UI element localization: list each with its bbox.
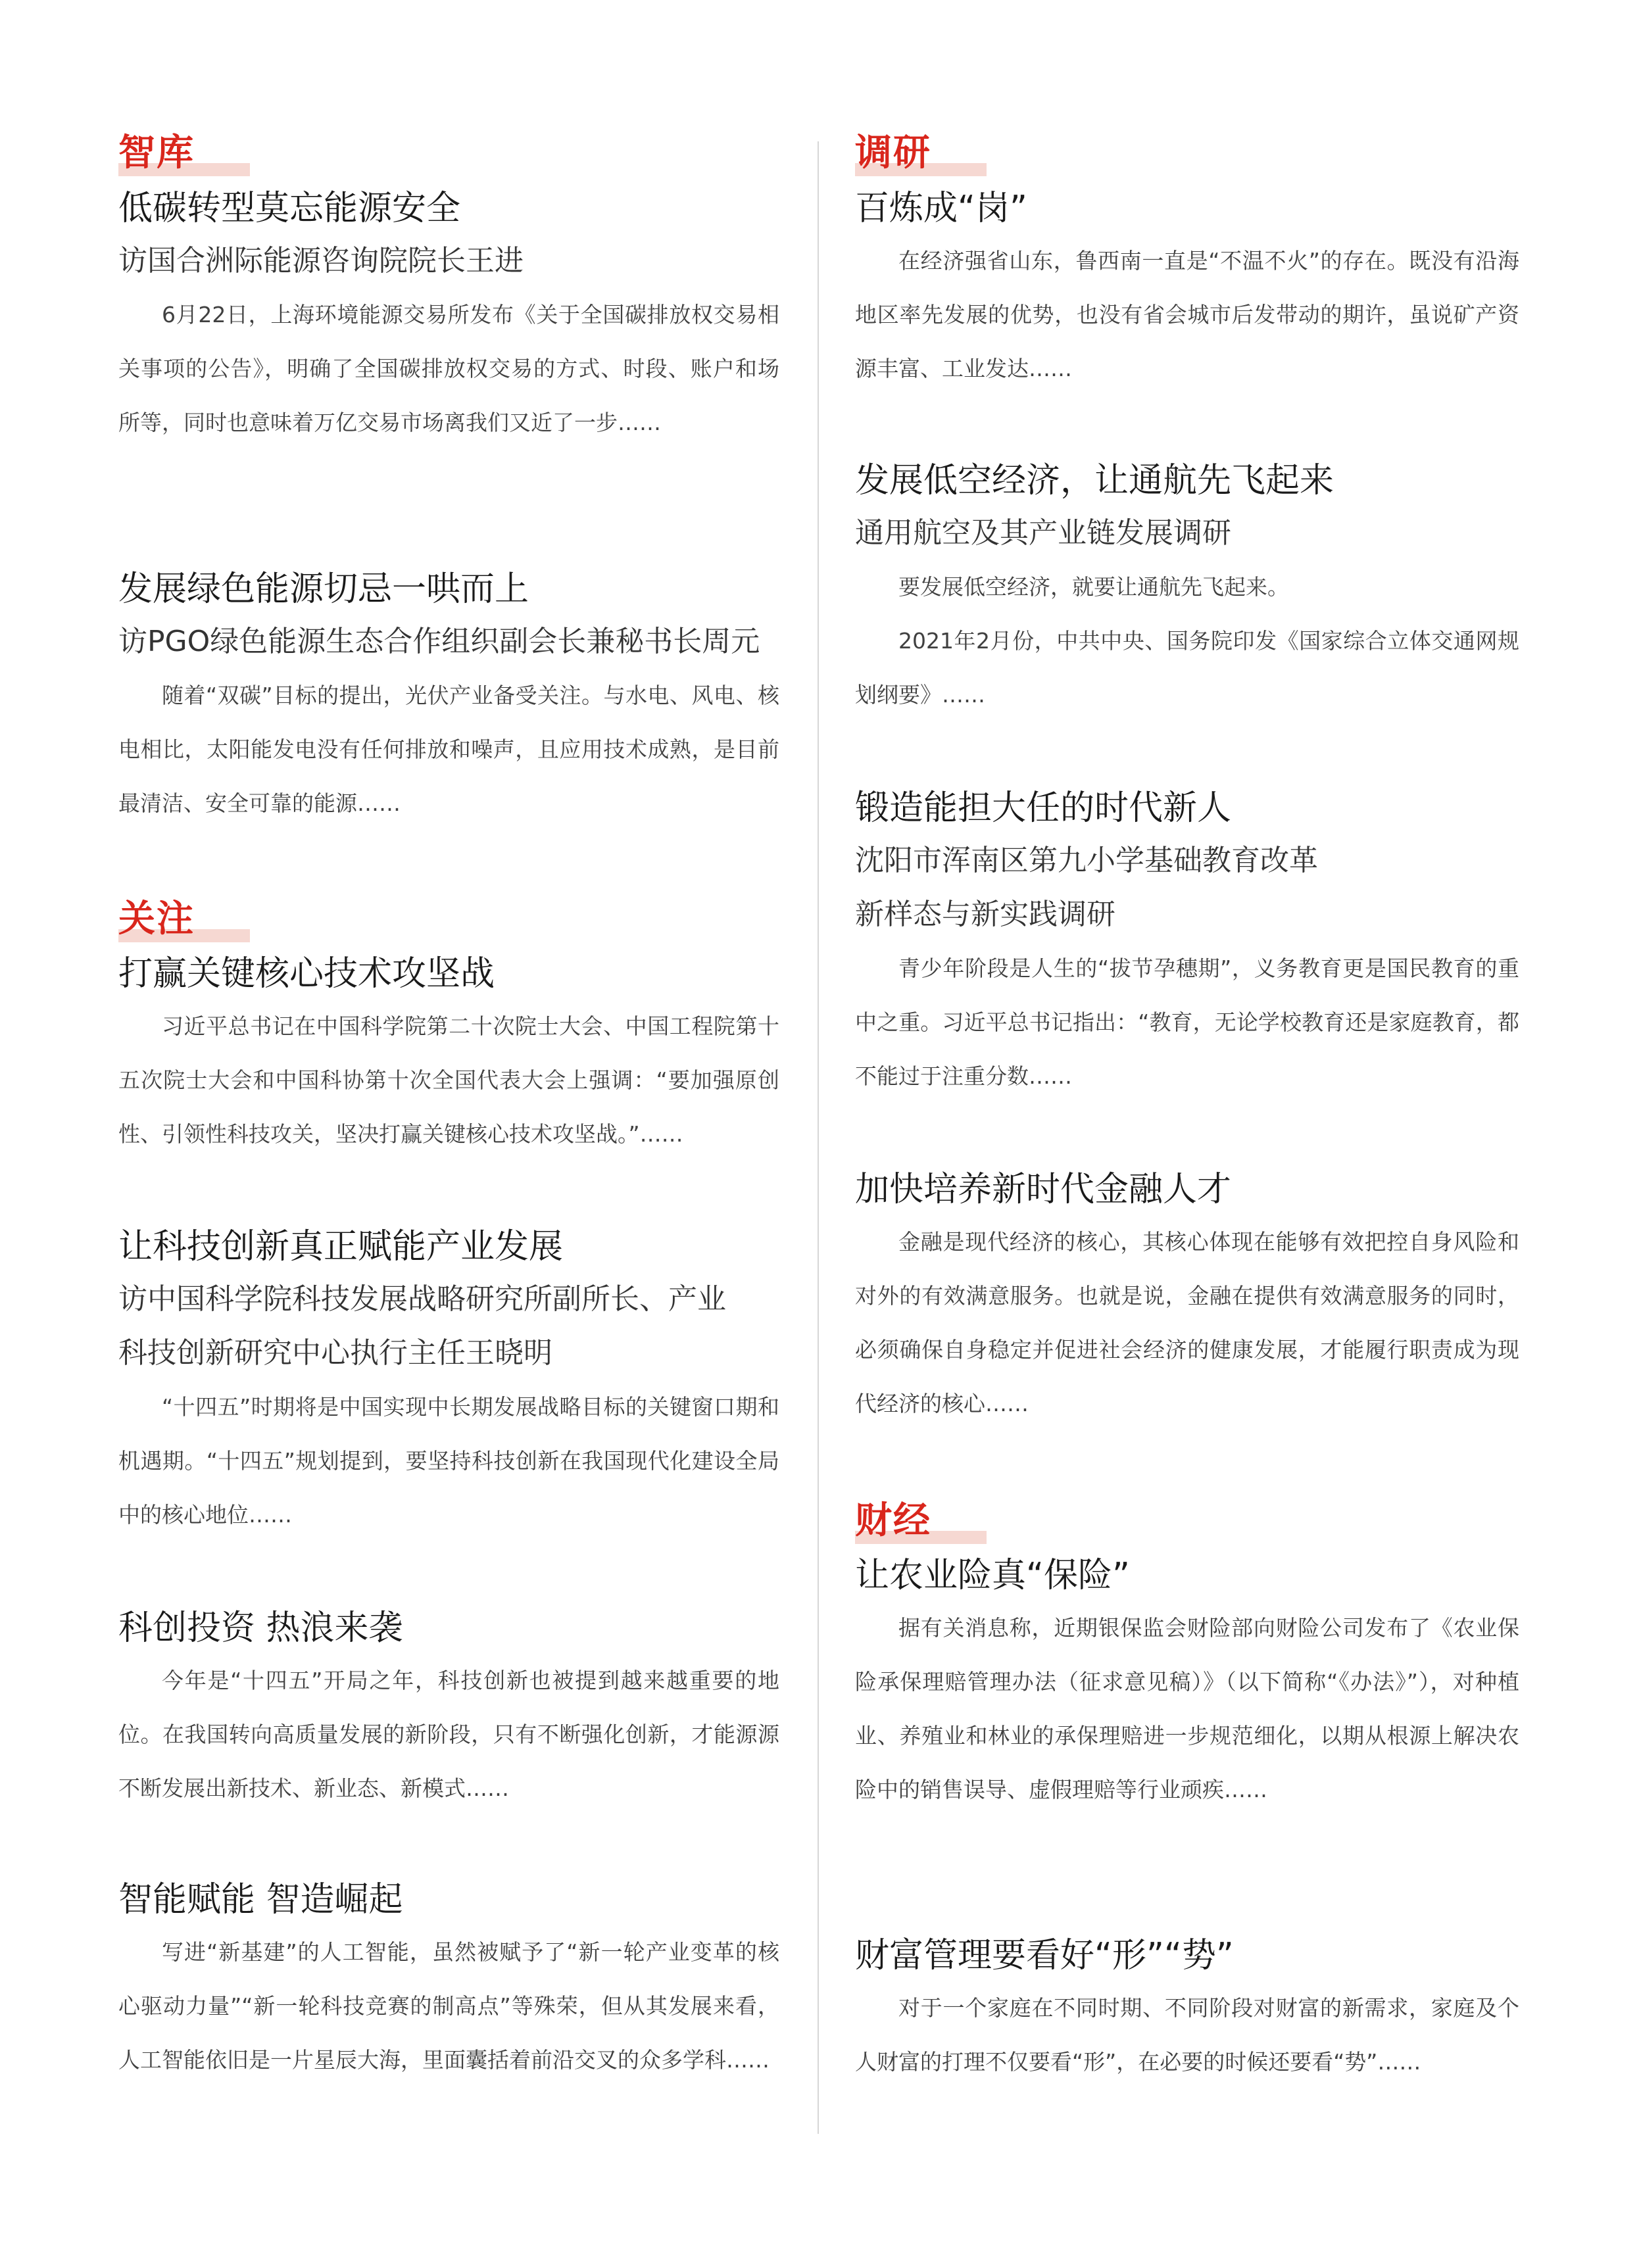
article-title: 智能赋能 智造崛起	[118, 1880, 403, 1919]
article-green-energy	[118, 564, 779, 831]
article-subtitle: 沈阳市浑南区第九小学基础教育改革	[855, 844, 1318, 877]
article-baiyan-chenggang	[855, 183, 1519, 396]
article-paragraph: 2021年2月份，中共中央、国务院印发《国家综合立体交通网规划纲要》……	[855, 628, 1519, 708]
article-title: 发展绿色能源切忌一哄而上	[118, 569, 529, 609]
article-summary: 据有关消息称，近期银保监会财险部向财险公司发布了《农业保险承保理赔管理办法（征求意见稿）》（以下简称“《办法》”），对种植业、养殖业和林业的承保理赔进一步规范细化，以期从根源上解决农险中的销售误导、虚假理赔等行业顽疾……	[855, 1615, 1519, 1802]
article-summary: 今年是“十四五”开局之年，科技创新也被提到越来越重要的地位。在我国转向高质量发展的新阶段，只有不断强化创新，才能源源不断发展出新技术、新业态、新模式……	[118, 1668, 779, 1801]
article-title: 让农业险真“保险”	[855, 1556, 1130, 1595]
article-title: 锻造能担大任的时代新人	[855, 788, 1232, 828]
article-summary: “十四五”时期将是中国实现中长期发展战略目标的关键窗口期和机遇期。“十四五”规划提到，要坚持科技创新在我国现代化建设全局中的核心地位……	[118, 1394, 779, 1528]
article-title: 发展低空经济，让通航先飞起来	[855, 461, 1334, 500]
article-smart-manufacturing	[118, 1874, 779, 2087]
article-agricultural-insurance	[855, 1550, 1519, 1817]
article-core-technology	[118, 948, 779, 1161]
article-financial-talent	[855, 1164, 1519, 1431]
article-summary: 写进“新基建”的人工智能，虽然被赋予了“新一轮产业变革的核心驱动力量”“新一轮科技竞赛的制高点”等殊荣，但从其发展来看，人工智能依旧是一片星辰大海，里面囊括着前沿交叉的众多学科……	[118, 1939, 779, 2073]
article-summary: 习近平总书记在中国科学院第二十次院士大会、中国工程院第十五次院士大会和中国科协第十次全国代表大会上强调：“要加强原创性、引领性科技攻关，坚决打赢关键核心技术攻坚战。”……	[118, 1013, 779, 1147]
article-title: 财富管理要看好“形”“势”	[855, 1936, 1234, 1975]
article-summary: 6月22日，上海环境能源交易所发布《关于全国碳排放权交易相关事项的公告》，明确了全国碳排放权交易的方式、时段、账户和场所等，同时也意味着万亿交易市场离我们又近了一步……	[118, 302, 779, 435]
article-new-era-talent	[855, 783, 1519, 1103]
section-label-text: 关注	[118, 898, 195, 940]
column-divider	[818, 141, 819, 2134]
article-summary: 青少年阶段是人生的“拔节孕穗期”，义务教育更是国民教育的重中之重。习近平总书记指出：“教育，无论学校教育还是家庭教育，都不能过于注重分数……	[855, 955, 1519, 1089]
section-label-text: 智库	[118, 132, 195, 174]
article-subtitle: 访PGO绿色能源生态合作组织副会长兼秘书长周元	[118, 625, 760, 658]
article-summary: 金融是现代经济的核心，其核心体现在能够有效把控自身风险和对外的有效满意服务。也就是说，金融在提供有效满意服务的同时，必须确保自身稳定并促进社会经济的健康发展，才能履行职责成为现代经济的核心……	[855, 1229, 1519, 1416]
article-subtitle: 新样态与新实践调研	[855, 898, 1115, 931]
article-subtitle: 科技创新研究中心执行主任王晓明	[118, 1336, 552, 1370]
section-label-think-tank	[118, 132, 250, 180]
article-subtitle: 访国合洲际能源咨询院院长王进	[118, 244, 524, 277]
article-tech-innovation-industry	[118, 1221, 779, 1542]
article-summary: 在经济强省山东，鲁西南一直是“不温不火”的存在。既没有沿海地区率先发展的优势，也没有省会城市后发带动的期许，虽说矿产资源丰富、工业发达……	[855, 248, 1519, 381]
section-label-text: 调研	[855, 132, 931, 174]
article-title: 加快培养新时代金融人才	[855, 1170, 1232, 1209]
article-low-altitude-economy	[855, 455, 1519, 722]
article-tech-investment	[118, 1603, 779, 1816]
article-subtitle: 访中国科学院科技发展战略研究所副所长、产业	[118, 1282, 726, 1316]
article-low-carbon-energy-security	[118, 183, 779, 450]
section-label-research	[855, 132, 987, 180]
article-title: 打赢关键核心技术攻坚战	[118, 954, 495, 994]
article-wealth-management	[855, 1930, 1519, 2089]
article-summary: 随着“双碳”目标的提出，光伏产业备受关注。与水电、风电、核电相比，太阳能发电没有任何排放和噪声，且应用技术成熟，是目前最清洁、安全可靠的能源……	[118, 683, 779, 816]
article-subtitle: 通用航空及其产业链发展调研	[855, 516, 1231, 550]
article-title: 低碳转型莫忘能源安全	[118, 189, 461, 228]
article-title: 让科技创新真正赋能产业发展	[118, 1227, 564, 1267]
article-title: 百炼成“岗”	[855, 189, 1027, 228]
section-label-finance	[855, 1499, 987, 1548]
section-label-text: 财经	[855, 1499, 931, 1542]
article-paragraph: 要发展低空经济，就要让通航先飞起来。	[898, 574, 1289, 600]
section-label-focus	[118, 898, 250, 946]
article-summary: 对于一个家庭在不同时期、不同阶段对财富的新需求，家庭及个人财富的打理不仅要看“形”，在必要的时候还要看“势”……	[855, 1995, 1519, 2075]
article-title: 科创投资 热浪来袭	[118, 1608, 403, 1648]
